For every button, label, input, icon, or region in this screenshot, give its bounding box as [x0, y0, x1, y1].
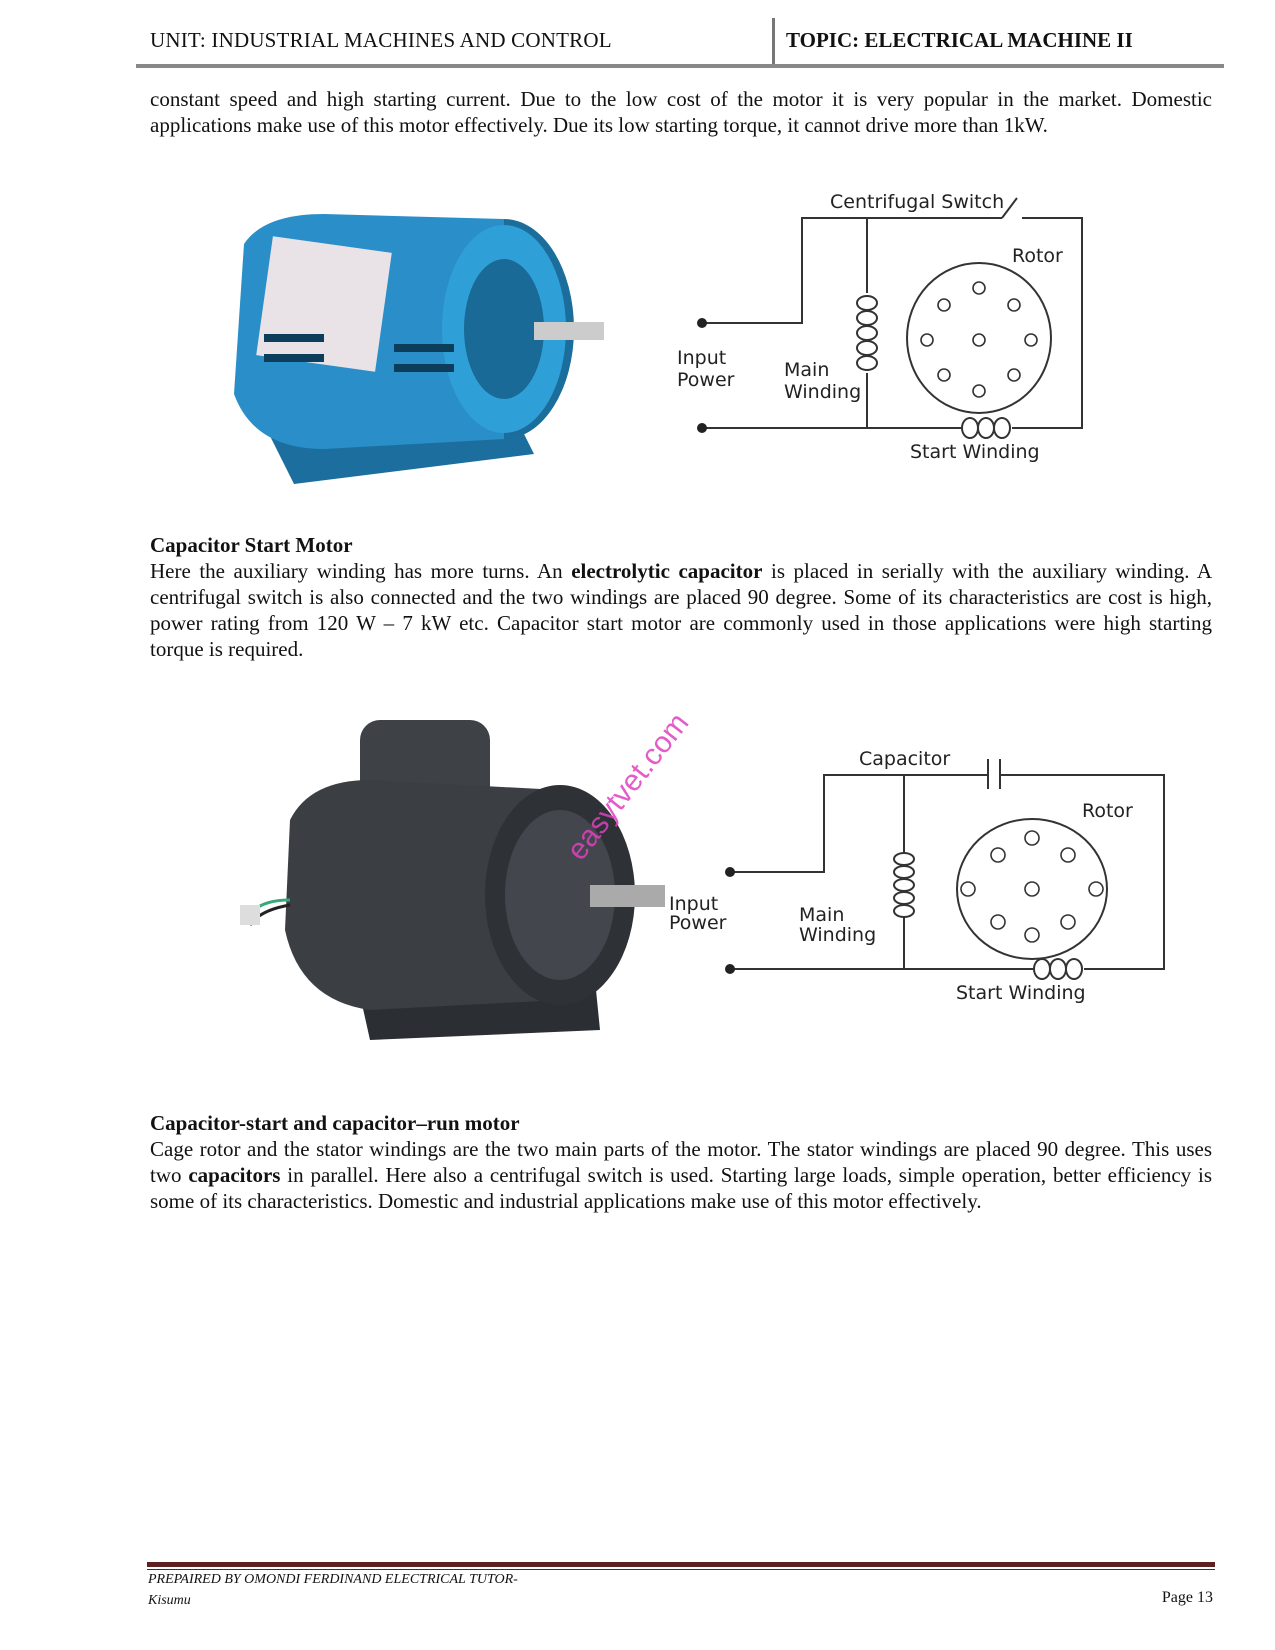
text: is placed in serially with the auxiliary winding. A centrifugal switch is also connected and the two windings are placed 90 degree. Some of its characteristics are cost is high, power rating from 120 W – 7 kW etc. Capacitor start motor are commonly used in those applications were high starting torque is required. — [150, 559, 1213, 661]
header-divider — [772, 18, 775, 66]
start-winding-label: Start Winding — [910, 441, 1040, 463]
bold-text: capacitors — [188, 1163, 281, 1187]
start-winding-label: Start Winding — [956, 982, 1086, 1004]
header-topic: TOPIC: ELECTRICAL MACHINE II — [786, 28, 1133, 52]
header-unit: UNIT: INDUSTRIAL MACHINES AND CONTROL — [150, 28, 612, 52]
section-heading: Capacitor Start Motor — [150, 533, 353, 557]
capacitor-start-circuit-diagram — [664, 747, 1174, 1012]
footer-rule-thin — [147, 1569, 1215, 1570]
text: Cage rotor and the stator windings are the two main parts of the motor. The stator windings are placed 90 degree. This uses two — [150, 1137, 1212, 1187]
main-winding-label-2: Winding — [799, 924, 877, 946]
split-phase-circuit-diagram — [672, 188, 1092, 483]
main-winding-label-2: Winding — [784, 381, 862, 403]
watermark: easytvet.com — [560, 706, 696, 867]
footer-location: Kisumu — [148, 1593, 191, 1608]
rotor-label: Rotor — [1012, 245, 1063, 267]
bold-text: electrolytic capacitor — [571, 559, 763, 583]
capacitor-label: Capacitor — [859, 748, 951, 770]
footer-rule — [147, 1562, 1215, 1567]
capacitor-start-motor-image — [230, 700, 670, 1050]
main-winding-label-1: Main — [784, 359, 830, 381]
split-phase-motor-image — [204, 204, 629, 489]
text: Here the auxiliary winding has more turns. An — [150, 559, 572, 583]
section-heading: Capacitor-start and capacitor–run motor — [150, 1111, 520, 1135]
section-capacitor-start — [150, 532, 1212, 662]
input-label-2: Power — [669, 912, 727, 934]
main-winding-label-1: Main — [799, 904, 845, 926]
intro-paragraph: constant speed and high starting current. Due to the low cost of the motor it is very popular in the market. Domestic applications make use of this motor effectively. Due its low starting torque, it cannot drive more than 1kW. — [150, 87, 1212, 137]
rotor-label: Rotor — [1082, 800, 1133, 822]
input-label-1: Input — [677, 347, 727, 369]
input-label-1: Input — [669, 893, 719, 915]
footer-author: PREPAIRED BY OMONDI FERDINAND ELECTRICAL TUTOR- — [148, 1572, 518, 1587]
text: in parallel. Here also a centrifugal switch is used. Starting large loads, simple operation, better efficiency is some of its characteristics. Domestic and industrial applications make use of this motor effectively. — [150, 1163, 1213, 1213]
input-label-2: Power — [677, 369, 735, 391]
centrifugal-switch-label: Centrifugal Switch — [830, 191, 1005, 213]
section-capacitor-run — [150, 1110, 1212, 1214]
page-number: Page 13 — [1161, 1589, 1213, 1606]
header-rule — [136, 64, 1224, 68]
